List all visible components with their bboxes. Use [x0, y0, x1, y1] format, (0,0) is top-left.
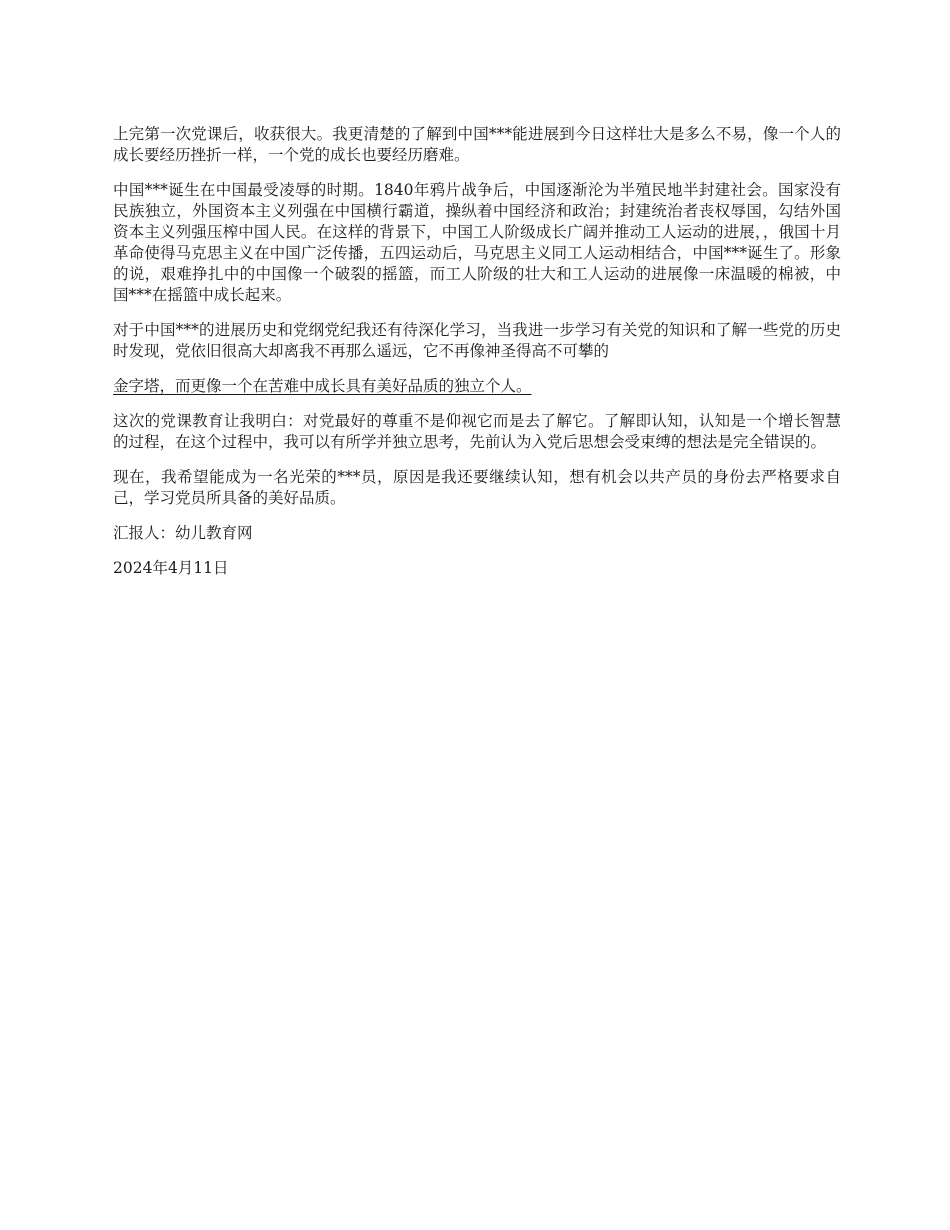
paragraph-study: 对于中国***的进展历史和党纲党纪我还有待深化学习，当我进一步学习有关党的知识和了解一些党的历史时发现，党依旧很高大却离我不再那么遥远，它不再像神圣得高不可攀的: [113, 321, 841, 360]
signature: 汇报人：幼儿教育网: [113, 524, 253, 542]
paragraph-lesson: 这次的党课教育让我明白：对党最好的尊重不是仰视它而是去了解它。了解即认知，认知是一个增长智慧的过程，在这个过程中，我可以有所学并独立思考，先前认为入党后思想会受束缚的想法是完全错误的。: [113, 412, 841, 451]
document-body: [113, 124, 841, 593]
paragraph-intro: 上完第一次党课后，收获很大。我更清楚的了解到中国***能进展到今日这样壮大是多么不易，像一个人的成长要经历挫折一样，一个党的成长也要经历磨难。: [113, 125, 841, 164]
paragraph-history: 中国***诞生在中国最受凌辱的时期。1840年鸦片战争后，中国逐渐沦为半殖民地半封建社会。国家没有民族独立，外国资本主义列强在中国横行霸道，操纵着中国经济和政治；封建统治者丧权辱国，勾结外国资本主义列强压榨中国人民。在这样的背景下，中国工人阶级成长广阔并推动工人运动的进展，，俄国十月革命使得马克思主义在中国广泛传播，五四运动后，马克思主义同工人运动相结合，中国***诞生了。形象的说，艰难挣扎中的中国像一个破裂的摇篮，而工人阶级的壮大和工人运动的进展像一床温暖的棉被，中国***在摇篮中成长起来。: [113, 181, 841, 304]
paragraph-hope: 现在，我希望能成为一名光荣的***员，原因是我还要继续认知，想有机会以共产员的身份去严格要求自己，学习党员所具备的美好品质。: [113, 468, 841, 507]
paragraph-pyramid: [113, 376, 841, 397]
underlined-text: 金字塔，而更像一个在苦难中成长具有美好品质的独立个人。: [113, 377, 532, 395]
date: 2024年4月11日: [113, 559, 229, 577]
